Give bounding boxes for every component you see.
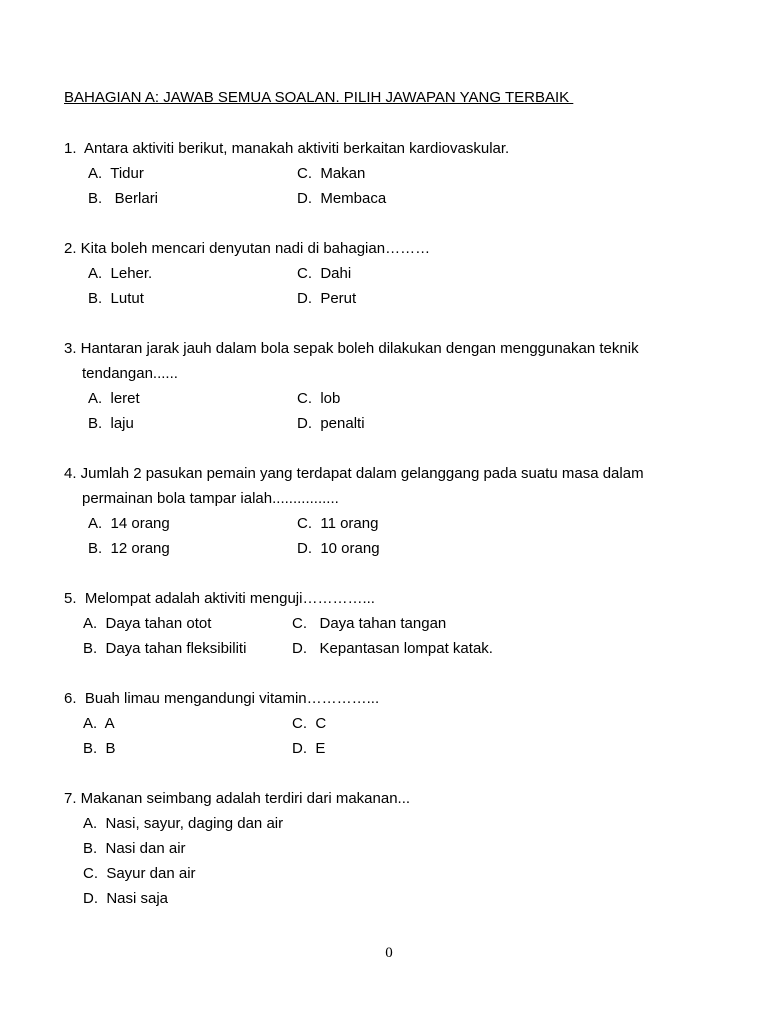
question-7 — [64, 786, 724, 911]
question-stem: 3. Hantaran jarak jauh dalam bola sepak boleh dilakukan dengan menggunakan teknik — [64, 340, 639, 357]
option-d: D. Nasi saja — [83, 890, 169, 907]
question-stem: 5. Melompat adalah aktiviti menguji…………... — [64, 590, 375, 607]
options-row — [64, 186, 724, 211]
options-row — [64, 636, 724, 661]
option-a: A. A — [83, 715, 115, 732]
question-1 — [64, 136, 724, 211]
options-row — [64, 536, 724, 561]
question-stem: 4. Jumlah 2 pasukan pemain yang terdapat dalam gelanggang pada suatu masa dalam — [64, 465, 644, 482]
option-d: D. penalti — [297, 415, 365, 432]
question-stem: 6. Buah limau mengandungi vitamin…………... — [64, 690, 380, 707]
options-row — [64, 261, 724, 286]
options-row — [64, 711, 724, 736]
option-c: C. Daya tahan tangan — [292, 615, 447, 632]
question-2 — [64, 236, 724, 311]
options-row — [64, 411, 724, 436]
options-row — [64, 611, 724, 636]
options-row — [64, 511, 724, 536]
option-a: A. Leher. — [88, 265, 153, 282]
option-c: C. Makan — [297, 165, 366, 182]
option-d: D. Kepantasan lompat katak. — [292, 640, 493, 657]
section-heading: BAHAGIAN A: JAWAB SEMUA SOALAN. PILIH JAWAPAN YANG TERBAIK — [64, 89, 574, 106]
option-c: C. Dahi — [297, 265, 352, 282]
option-c: C. Sayur dan air — [83, 865, 196, 882]
option-b: B. Nasi dan air — [83, 840, 186, 857]
option-d: D. 10 orang — [297, 540, 380, 557]
option-a: A. Nasi, sayur, daging dan air — [83, 815, 284, 832]
option-c: C. C — [292, 715, 327, 732]
question-stem-continuation: tendangan...... — [82, 365, 178, 382]
option-a: A. 14 orang — [88, 515, 170, 532]
option-a: A. Tidur — [88, 165, 144, 182]
options-row — [64, 286, 724, 311]
question-6 — [64, 686, 724, 761]
page-number: 0 — [385, 945, 393, 961]
question-stem: 1. Antara aktiviti berikut, manakah aktiviti berkaitan kardiovaskular. — [64, 140, 510, 157]
options-row — [64, 736, 724, 761]
option-a: A. Daya tahan otot — [83, 615, 212, 632]
option-d: D. E — [292, 740, 326, 757]
exam-page — [64, 88, 724, 936]
option-c: C. lob — [297, 390, 341, 407]
question-3 — [64, 336, 724, 436]
option-a: A. leret — [88, 390, 140, 407]
option-c: C. 11 orang — [297, 515, 379, 532]
option-b: B. 12 orang — [88, 540, 170, 557]
options-row — [64, 161, 724, 186]
options-row — [64, 386, 724, 411]
question-stem: 7. Makanan seimbang adalah terdiri dari makanan... — [64, 790, 411, 807]
question-4 — [64, 461, 724, 561]
option-b: B. laju — [88, 415, 134, 432]
option-d: D. Membaca — [297, 190, 387, 207]
question-stem: 2. Kita boleh mencari denyutan nadi di bahagian……… — [64, 240, 431, 257]
option-b: B. Daya tahan fleksibiliti — [83, 640, 247, 657]
option-b: B. Lutut — [88, 290, 144, 307]
question-stem-continuation: permainan bola tampar ialah................ — [82, 490, 339, 507]
option-b: B. Berlari — [88, 190, 159, 207]
question-5 — [64, 586, 724, 661]
option-d: D. Perut — [297, 290, 357, 307]
option-b: B. B — [83, 740, 116, 757]
